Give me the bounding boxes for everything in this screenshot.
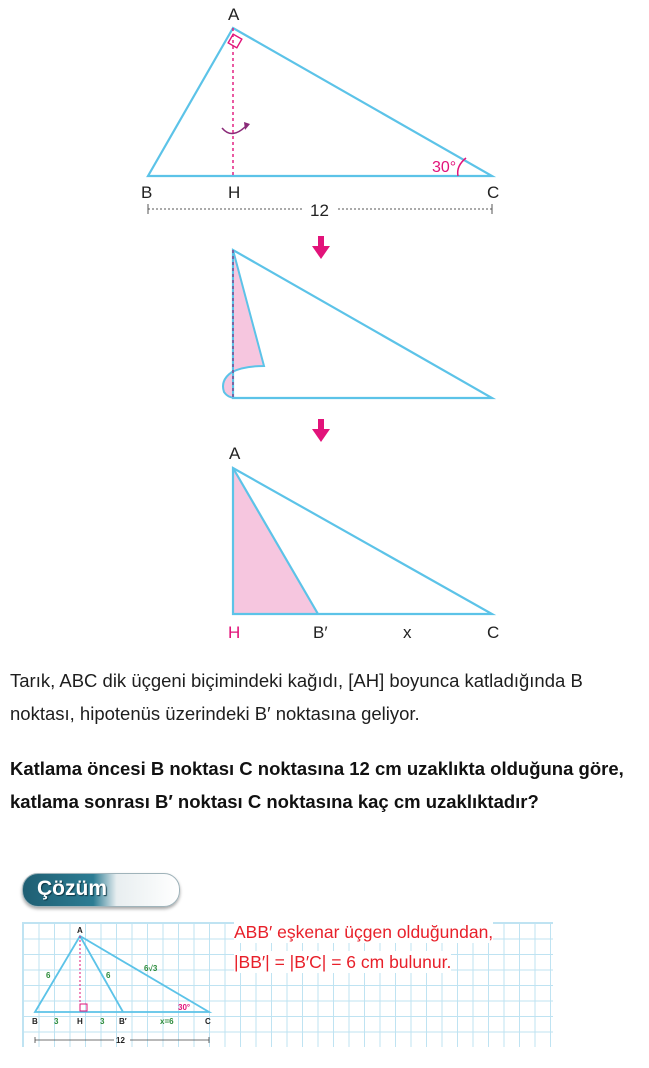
- folding-paper-outline: [233, 250, 492, 398]
- solution-header: [22, 873, 180, 907]
- mini-label-bprime: B′: [119, 1017, 127, 1026]
- label-h: H: [228, 183, 241, 202]
- label-a: A: [228, 5, 240, 24]
- label-c: C: [487, 183, 500, 202]
- solution-line-2: |BB′| = |B′C| = 6 cm bulunur.: [234, 952, 452, 972]
- solution-title: Çözüm: [37, 877, 107, 900]
- mini-distance: 12: [116, 1036, 125, 1045]
- mini-bprime-c: x=6: [160, 1017, 174, 1026]
- figure-original-triangle: [0, 0, 649, 225]
- fold-arrow-icon: [222, 126, 246, 134]
- figure-folding-triangle: [0, 240, 649, 410]
- label-bprime: B′: [313, 623, 328, 642]
- mini-side-abprime: 6: [106, 971, 111, 980]
- mini-label-a: A: [77, 926, 83, 935]
- right-angle-mark-a: [228, 34, 242, 48]
- label-x: x: [403, 623, 412, 642]
- label-a: A: [229, 444, 241, 463]
- problem-question: Katlama öncesi B noktası C noktasına 12 cm uzaklıkta olduğuna göre, katlama sonrası B′ noktası C noktasına kaç cm uzaklıktadır?: [10, 758, 624, 812]
- mini-label-b: B: [32, 1017, 38, 1026]
- label-c: C: [487, 623, 500, 642]
- folded-flap: [223, 250, 264, 398]
- solution-line-1: ABB′ eşkenar üçgen olduğundan,: [234, 922, 494, 942]
- mini-hbprime: 3: [100, 1017, 105, 1026]
- problem-statement: Tarık, ABC dik üçgeni biçimindeki kağıdı, [AH] boyunca katladığında B noktası, hipotenüs üzerindeki B′ noktasına geliyor.: [10, 670, 583, 724]
- mini-angle-c: 30°: [178, 1003, 191, 1012]
- fold-arrow-head-icon: [244, 122, 250, 130]
- mini-side-ac: 6√3: [144, 964, 158, 973]
- mini-triangle-abc: [35, 936, 209, 1012]
- triangle-abc: [148, 28, 492, 176]
- mini-side-ab: 6: [46, 971, 51, 980]
- angle-label-c: 30°: [432, 159, 457, 176]
- figure-folded-triangle: [0, 440, 649, 650]
- mini-segment-abprime: [80, 936, 123, 1012]
- label-h: H: [228, 623, 241, 642]
- mini-label-h: H: [77, 1017, 83, 1026]
- distance-label: 12: [310, 201, 329, 220]
- mini-right-angle-h: [80, 1004, 87, 1011]
- solution-mini-figure: [22, 922, 222, 1046]
- label-b: B: [141, 183, 153, 202]
- mini-label-c: C: [205, 1017, 211, 1026]
- mini-bh: 3: [54, 1017, 59, 1026]
